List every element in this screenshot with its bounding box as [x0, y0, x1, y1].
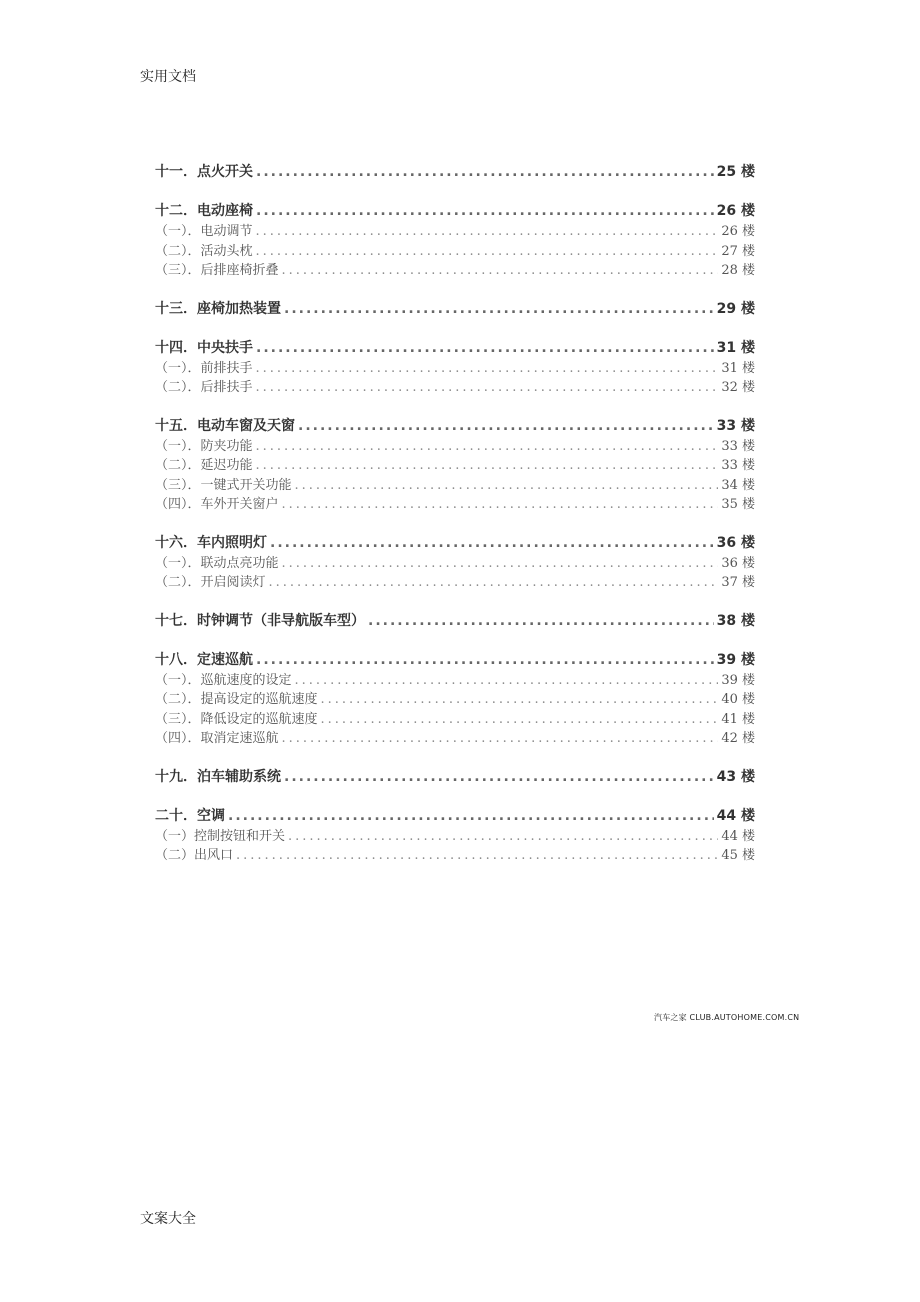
toc-subentry[interactable]: [155, 261, 755, 281]
page-footer: 文案大全: [140, 1211, 196, 1227]
dot-leader: [256, 222, 719, 242]
toc-entry[interactable]: [155, 533, 755, 554]
toc-entry-page: 26 楼: [721, 224, 755, 239]
toc-entry-title: （四）．车外开关窗户: [155, 497, 279, 512]
toc-subentry[interactable]: [155, 690, 755, 710]
toc-subentry[interactable]: [155, 710, 755, 730]
toc-entry-title: （三）．降低设定的巡航速度: [155, 711, 318, 727]
toc-subentry[interactable]: [155, 242, 755, 262]
toc-subentry[interactable]: [155, 378, 755, 398]
toc-entry-title: （二）．延迟功能: [155, 458, 253, 473]
dot-leader: [256, 201, 714, 222]
dot-leader: [321, 710, 719, 730]
toc-subentry[interactable]: [155, 476, 755, 496]
dot-leader: [284, 767, 714, 788]
toc-entry-title: （四）．取消定速巡航: [155, 731, 279, 746]
toc-entry[interactable]: [155, 650, 755, 671]
dot-leader: [228, 806, 714, 827]
dot-leader: [269, 573, 719, 593]
site-watermark: 汽车之家 CLUB.AUTOHOME.COM.CN: [654, 1013, 800, 1022]
dot-leader: [282, 495, 719, 515]
dot-leader: [298, 416, 714, 437]
dot-leader: [256, 162, 714, 183]
dot-leader: [256, 378, 719, 398]
toc-entry[interactable]: [155, 611, 755, 632]
toc-entry-title: 二十．空调: [155, 807, 225, 824]
toc-entry-page: 31 楼: [716, 339, 755, 356]
dot-leader: [236, 846, 718, 866]
toc-entry-title: 十六．车内照明灯: [155, 534, 267, 551]
toc-subentry[interactable]: [155, 729, 755, 749]
dot-leader: [295, 671, 719, 691]
toc-entry-page: 42 楼: [721, 731, 755, 746]
dot-leader: [270, 533, 714, 554]
toc-section: [155, 162, 755, 183]
toc-entry[interactable]: [155, 201, 755, 222]
toc-subentry[interactable]: [155, 671, 755, 691]
toc-entry[interactable]: [155, 767, 755, 788]
toc-section: [155, 806, 755, 866]
toc-entry-page: 43 楼: [716, 768, 755, 785]
toc-entry-page: 31 楼: [721, 360, 755, 376]
toc-section: [155, 299, 755, 320]
toc-entry[interactable]: [155, 806, 755, 827]
toc-entry-title: （三）．一键式开关功能: [155, 477, 292, 493]
toc-entry-title: （二）．后排扶手: [155, 380, 253, 395]
toc-subentry[interactable]: [155, 437, 755, 457]
toc-subentry[interactable]: [155, 573, 755, 593]
dot-leader: [256, 437, 719, 457]
toc-entry-title: （一）．前排扶手: [155, 360, 253, 376]
toc-entry-page: 27 楼: [721, 243, 755, 259]
toc-entry-page: 35 楼: [721, 497, 755, 512]
toc-entry-page: 29 楼: [716, 300, 755, 317]
toc-entry-title: （二）．提高设定的巡航速度: [155, 692, 318, 707]
toc-subentry[interactable]: [155, 554, 755, 574]
toc-entry-title: 十五．电动车窗及天窗: [155, 417, 295, 434]
toc-entry-page: 33 楼: [721, 458, 755, 473]
toc-entry-title: （二）．开启阅读灯: [155, 575, 266, 590]
toc-entry[interactable]: [155, 162, 755, 183]
toc-section: [155, 650, 755, 749]
dot-leader: [256, 456, 719, 476]
toc-entry-title: 十三．座椅加热装置: [155, 300, 281, 317]
toc-subentry[interactable]: [155, 456, 755, 476]
dot-leader: [282, 554, 719, 574]
toc-entry[interactable]: [155, 338, 755, 359]
toc-entry[interactable]: [155, 299, 755, 320]
toc-entry-page: 25 楼: [716, 164, 755, 180]
dot-leader: [368, 611, 714, 632]
toc-entry-page: 39 楼: [721, 672, 755, 688]
toc-entry-title: 十七．时钟调节（非导航版车型）: [155, 612, 365, 629]
toc-section: [155, 611, 755, 632]
toc-entry-page: 45 楼: [721, 848, 755, 863]
page-header: 实用文档: [140, 69, 196, 85]
toc-section: [155, 416, 755, 515]
toc-subentry[interactable]: [155, 495, 755, 515]
toc-entry-title: （一）．电动调节: [155, 224, 253, 239]
toc-entry-title: （一）．防夹功能: [155, 438, 253, 454]
toc-entry-page: 41 楼: [721, 711, 755, 727]
toc-entry-title: （一）．巡航速度的设定: [155, 672, 292, 688]
toc-entry-page: 40 楼: [721, 692, 755, 707]
toc-entry-title: （二）．活动头枕: [155, 243, 253, 259]
toc-section: [155, 533, 755, 593]
toc-entry-page: 26 楼: [716, 203, 755, 219]
toc-entry-page: 32 楼: [721, 380, 755, 395]
toc-entry-page: 36 楼: [716, 534, 755, 551]
dot-leader: [295, 476, 719, 496]
toc-subentry[interactable]: [155, 222, 755, 242]
toc-entry-page: 34 楼: [721, 477, 755, 493]
toc-section: [155, 201, 755, 281]
dot-leader: [256, 242, 719, 262]
toc-entry-title: 十九．泊车辅助系统: [155, 768, 281, 785]
toc-entry-title: 十一．点火开关: [155, 164, 253, 180]
toc-entry-page: 44 楼: [716, 807, 755, 824]
toc-entry-title: 十二．电动座椅: [155, 203, 253, 219]
toc-entry-title: （一）控制按钮和开关: [155, 828, 286, 844]
dot-leader: [282, 729, 719, 749]
toc-entry-title: 十四．中央扶手: [155, 339, 253, 356]
toc-entry-page: 38 楼: [716, 612, 755, 629]
toc-entry[interactable]: [155, 416, 755, 437]
toc-entry-title: （二）出风口: [155, 848, 234, 863]
toc-entry-page: 39 楼: [716, 651, 755, 668]
dot-leader: [284, 299, 714, 320]
toc-entry-page: 33 楼: [721, 438, 755, 454]
toc-entry-page: 28 楼: [721, 263, 755, 278]
toc-subentry[interactable]: [155, 846, 755, 866]
toc-section: [155, 338, 755, 398]
toc-subentry[interactable]: [155, 827, 755, 847]
toc-subentry[interactable]: [155, 359, 755, 379]
table-of-contents: [155, 162, 755, 884]
toc-entry-page: 37 楼: [721, 575, 755, 590]
dot-leader: [288, 827, 718, 847]
toc-entry-page: 44 楼: [721, 828, 755, 844]
toc-entry-title: 十八．定速巡航: [155, 651, 253, 668]
dot-leader: [282, 261, 719, 281]
toc-entry-title: （三）．后排座椅折叠: [155, 263, 279, 278]
dot-leader: [321, 690, 719, 710]
dot-leader: [256, 650, 714, 671]
toc-entry-page: 33 楼: [716, 417, 755, 434]
toc-section: [155, 767, 755, 788]
toc-entry-page: 36 楼: [721, 555, 755, 571]
dot-leader: [256, 338, 714, 359]
dot-leader: [256, 359, 719, 379]
toc-entry-title: （一）．联动点亮功能: [155, 555, 279, 571]
